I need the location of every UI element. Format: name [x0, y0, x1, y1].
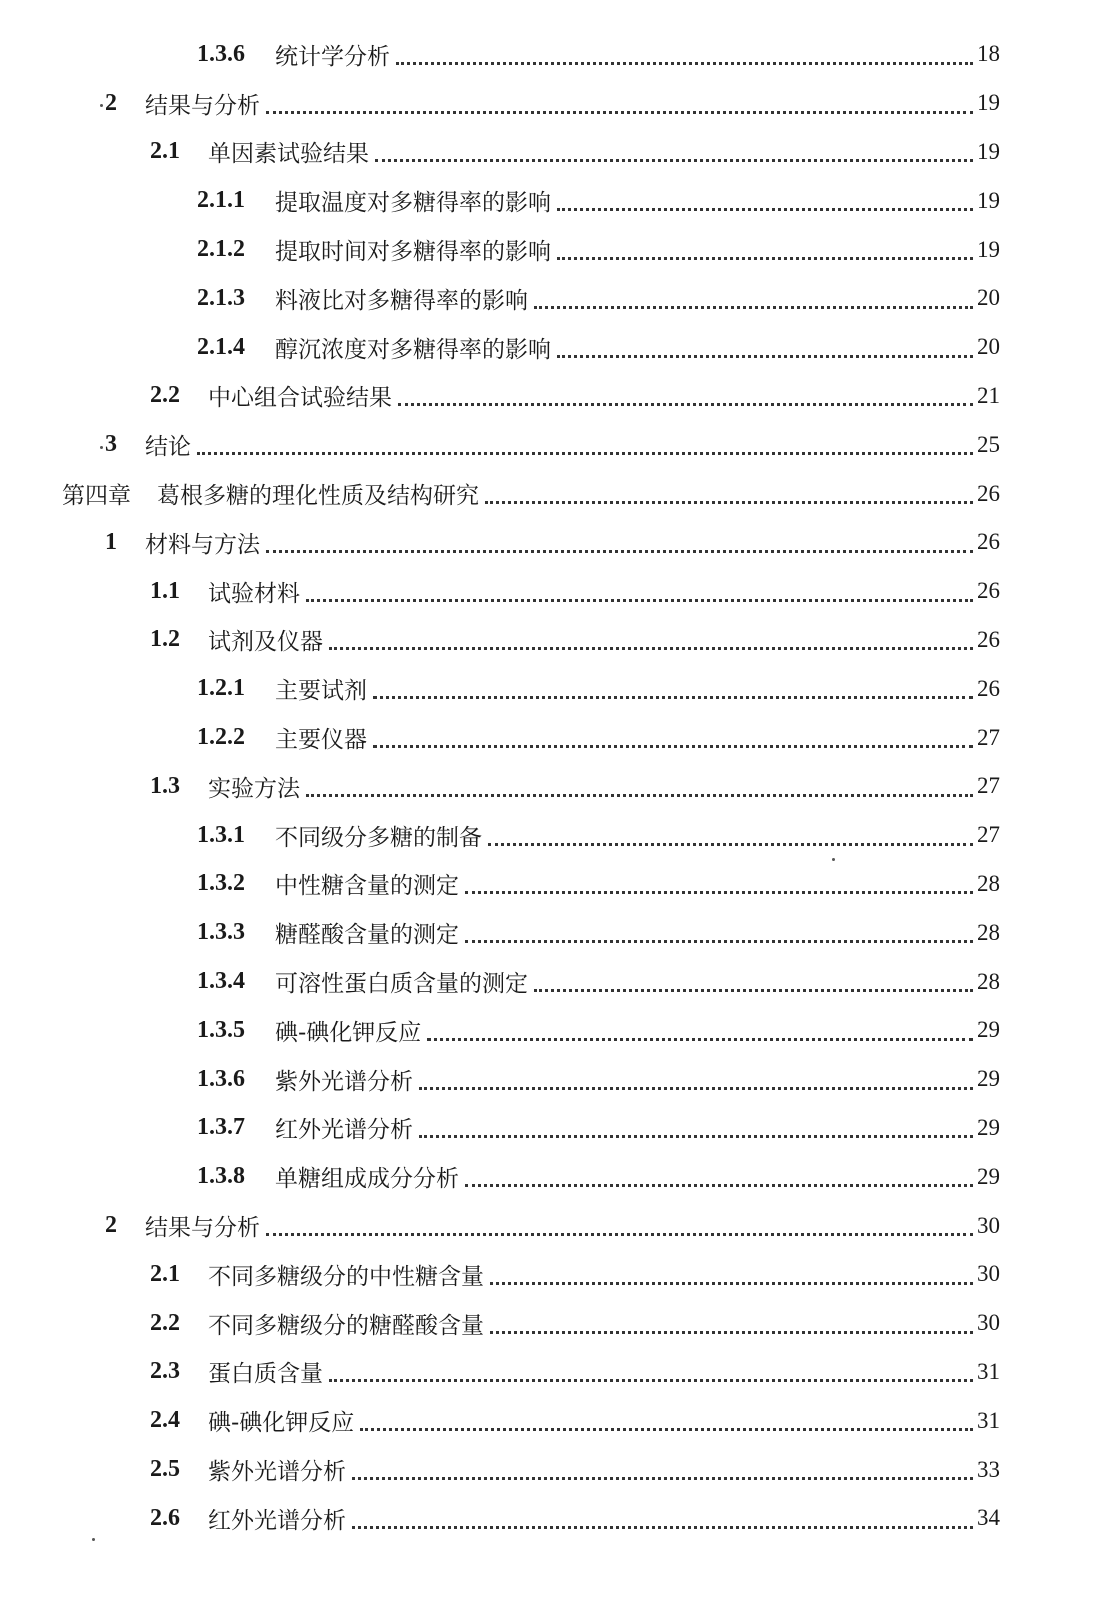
entry-number: 1.1 — [150, 577, 180, 604]
toc-entry[interactable] — [0, 274, 1095, 323]
toc-entry[interactable] — [0, 811, 1095, 860]
entry-title: 可溶性蛋白质含量的测定 — [275, 971, 528, 998]
toc-entry[interactable] — [0, 1055, 1095, 1104]
entry-page: 29 — [977, 1066, 1000, 1092]
toc-entry[interactable] — [0, 518, 1095, 567]
entry-page: 27 — [977, 773, 1000, 799]
entry-page: 19 — [977, 90, 1000, 116]
entry-number: 1.3 — [150, 772, 180, 799]
entry-title: 蛋白质含量 — [208, 1361, 323, 1388]
entry-title: 提取时间对多糖得率的影响 — [275, 239, 551, 266]
entry-title: 单因素试验结果 — [208, 141, 369, 168]
dot-leader — [419, 1087, 973, 1090]
entry-number: 1.3.5 — [197, 1016, 245, 1043]
entry-number: 1.2.1 — [197, 675, 245, 702]
entry-number: 第四章 — [62, 483, 131, 510]
dot-leader — [266, 1233, 973, 1236]
toc-entry[interactable] — [0, 616, 1095, 665]
dot-leader — [329, 1379, 973, 1382]
scan-speck — [100, 104, 103, 107]
entry-page: 28 — [977, 968, 1000, 994]
entry-number: 1.2 — [150, 626, 180, 653]
toc-entry[interactable] — [0, 372, 1095, 421]
entry-number: 2.2 — [150, 1309, 180, 1336]
entry-number: 1 — [105, 528, 117, 555]
entry-number: 3 — [105, 431, 117, 458]
entry-number: 1.3.3 — [197, 919, 245, 946]
entry-title: 料液比对多糖得率的影响 — [275, 287, 528, 314]
dot-leader — [329, 647, 973, 650]
entry-page: 30 — [977, 1261, 1000, 1287]
entry-page: 26 — [977, 675, 1000, 701]
entry-page: 30 — [977, 1212, 1000, 1238]
dot-leader — [360, 1428, 973, 1431]
entry-number: 1.2.2 — [197, 724, 245, 751]
entry-number: 2.1 — [150, 138, 180, 165]
entry-title: 中心组合试验结果 — [208, 385, 392, 412]
entry-number: 1.3.6 — [197, 1065, 245, 1092]
entry-page: 29 — [977, 1163, 1000, 1189]
entry-page: 33 — [977, 1456, 1000, 1482]
toc-entry[interactable] — [0, 908, 1095, 957]
entry-title: 结论 — [145, 434, 191, 461]
entry-page: 19 — [977, 187, 1000, 213]
entry-number: 2 — [105, 1212, 117, 1239]
entry-title: 试剂及仪器 — [208, 629, 323, 656]
entry-number: 2.1.1 — [197, 187, 245, 214]
entry-number: 2.1.2 — [197, 236, 245, 263]
toc-entry[interactable] — [0, 957, 1095, 1006]
dot-leader — [427, 1038, 973, 1041]
dot-leader — [488, 843, 973, 846]
toc-entry[interactable] — [0, 1201, 1095, 1250]
entry-title: 主要试剂 — [275, 678, 367, 705]
toc-entry[interactable] — [0, 713, 1095, 762]
entry-title: 葛根多糖的理化性质及结构研究 — [157, 483, 479, 510]
dot-leader — [465, 1184, 973, 1187]
dot-leader — [557, 355, 973, 358]
entry-page: 29 — [977, 1017, 1000, 1043]
entry-page: 31 — [977, 1407, 1000, 1433]
dot-leader — [465, 940, 973, 943]
dot-leader — [306, 794, 973, 797]
dot-leader — [557, 257, 973, 260]
dot-leader — [352, 1526, 973, 1529]
toc-entry[interactable] — [0, 1396, 1095, 1445]
entry-page: 34 — [977, 1505, 1000, 1531]
entry-title: 不同多糖级分的糖醛酸含量 — [208, 1312, 484, 1339]
table-of-contents — [0, 30, 1095, 1543]
dot-leader — [534, 989, 973, 992]
entry-number: 1.3.2 — [197, 870, 245, 897]
entry-page: 31 — [977, 1358, 1000, 1384]
toc-entry[interactable] — [0, 860, 1095, 909]
entry-page: 28 — [977, 870, 1000, 896]
toc-entry[interactable] — [0, 225, 1095, 274]
dot-leader — [197, 452, 973, 455]
dot-leader — [419, 1135, 973, 1138]
dot-leader — [490, 1331, 973, 1334]
entry-title: 主要仪器 — [275, 727, 367, 754]
toc-entry[interactable] — [0, 1104, 1095, 1153]
entry-number: 2.5 — [150, 1456, 180, 1482]
dot-leader — [352, 1477, 973, 1480]
entry-title: 紫外光谱分析 — [208, 1459, 346, 1485]
entry-number: 1.3.1 — [197, 821, 245, 848]
toc-entry[interactable] — [0, 567, 1095, 616]
entry-title: 碘-碘化钾反应 — [275, 1019, 422, 1046]
entry-number: 1.3.6 — [197, 40, 245, 67]
entry-page: 21 — [977, 382, 1000, 408]
entry-page: 20 — [977, 334, 1000, 360]
dot-leader — [266, 111, 973, 114]
toc-entry[interactable] — [0, 420, 1095, 469]
entry-title: 结果与分析 — [145, 1215, 260, 1242]
scan-speck — [92, 1538, 95, 1541]
dot-leader — [373, 745, 973, 748]
entry-page: 27 — [977, 822, 1000, 848]
dot-leader — [534, 306, 973, 309]
dot-leader — [465, 891, 973, 894]
entry-title: 不同级分多糖的制备 — [275, 824, 482, 851]
dot-leader — [306, 599, 973, 602]
toc-entry[interactable] — [0, 1348, 1095, 1397]
dot-leader — [266, 550, 973, 553]
entry-number: 2.2 — [150, 382, 180, 409]
toc-entry[interactable] — [0, 1152, 1095, 1201]
entry-number: 2.3 — [150, 1358, 180, 1385]
entry-number: 2.4 — [150, 1407, 180, 1434]
entry-title: 糖醛酸含量的测定 — [275, 922, 459, 949]
entry-title: 中性糖含量的测定 — [275, 873, 459, 900]
entry-title: 不同多糖级分的中性糖含量 — [208, 1263, 484, 1290]
entry-page: 25 — [977, 431, 1000, 457]
scan-speck — [100, 446, 103, 449]
dot-leader — [373, 696, 973, 699]
entry-title: 红外光谱分析 — [208, 1507, 346, 1534]
entry-page: 30 — [977, 1310, 1000, 1336]
entry-title: 材料与方法 — [145, 531, 260, 558]
entry-page: 19 — [977, 236, 1000, 262]
entry-number: 1.3.8 — [197, 1163, 245, 1190]
entry-page: 28 — [977, 919, 1000, 945]
entry-number: 2 — [105, 89, 117, 116]
entry-page: 19 — [977, 138, 1000, 164]
entry-page: 26 — [977, 626, 1000, 652]
toc-entry[interactable] — [0, 469, 1095, 518]
entry-title: 紫外光谱分析 — [275, 1068, 413, 1095]
entry-page: 26 — [977, 578, 1000, 604]
entry-page: 27 — [977, 724, 1000, 750]
toc-entry[interactable] — [0, 176, 1095, 225]
entry-title: 醇沉浓度对多糖得率的影响 — [275, 336, 551, 363]
entry-page: 20 — [977, 285, 1000, 311]
dot-leader — [396, 62, 973, 65]
entry-title: 红外光谱分析 — [275, 1117, 413, 1144]
dot-leader — [398, 403, 973, 406]
entry-title: 实验方法 — [208, 775, 300, 802]
entry-title: 结果与分析 — [145, 92, 260, 119]
scan-speck — [832, 858, 835, 861]
toc-entry[interactable] — [0, 1299, 1095, 1348]
toc-entry[interactable] — [0, 1445, 1095, 1494]
entry-number: 2.1.3 — [197, 284, 245, 311]
entry-page: 26 — [977, 529, 1000, 555]
toc-entry[interactable] — [0, 30, 1095, 79]
entry-page: 18 — [977, 41, 1000, 67]
entry-page: 26 — [977, 480, 1000, 506]
entry-number: 1.3.7 — [197, 1114, 245, 1141]
entry-title: 碘-碘化钾反应 — [208, 1410, 355, 1437]
entry-page: 29 — [977, 1114, 1000, 1140]
entry-number: 2.1 — [150, 1260, 180, 1287]
entry-number: 2.1.4 — [197, 333, 245, 360]
toc-entry[interactable] — [0, 1494, 1095, 1543]
toc-entry[interactable] — [0, 664, 1095, 713]
dot-leader — [485, 501, 973, 504]
entry-title: 提取温度对多糖得率的影响 — [275, 190, 551, 217]
dot-leader — [375, 159, 973, 162]
toc-entry[interactable] — [0, 762, 1095, 811]
toc-entry[interactable] — [0, 1250, 1095, 1299]
entry-title: 统计学分析 — [275, 43, 390, 70]
entry-number: 2.6 — [150, 1504, 180, 1531]
entry-number: 1.3.4 — [197, 968, 245, 995]
entry-title: 单糖组成成分分析 — [275, 1166, 459, 1193]
toc-entry[interactable] — [0, 79, 1095, 128]
dot-leader — [557, 208, 973, 211]
entry-title: 试验材料 — [208, 580, 300, 607]
dot-leader — [490, 1282, 973, 1285]
toc-entry[interactable] — [0, 323, 1095, 372]
toc-entry[interactable] — [0, 128, 1095, 177]
toc-entry[interactable] — [0, 1006, 1095, 1055]
